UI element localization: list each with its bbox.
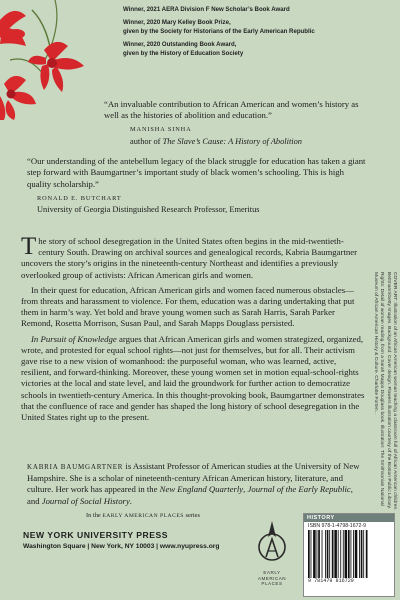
award-line: Winner, 2020 Outstanding Book Award, [123, 41, 237, 49]
quote-text: “Our understanding of the antebellum legacy of the black struggle for education has taken a giant step forward with Baumgartner’s important study of black women’s schooling. This is high quality scholarship.” [27, 156, 366, 189]
endorsement-quote-sinha [104, 99, 374, 147]
series-note [86, 512, 200, 519]
endorsement-quote-butchart [27, 156, 367, 215]
awards-list [123, 6, 391, 63]
award-line: Winner, 2020 Mary Kelley Book Prize, [123, 19, 231, 27]
description-paragraph-3 [21, 334, 368, 424]
publisher-name: NEW YORK UNIVERSITY PRESS [23, 530, 168, 540]
credit-prefix: author of [130, 136, 163, 146]
author-bio [27, 461, 367, 507]
credit-book-title: The Slave’s Cause: A History of Abolition [162, 136, 302, 146]
logo-text-line: AMERICAN [257, 575, 287, 581]
award-3 [123, 41, 391, 58]
award-line: given by the Society for Historians of the Early American Republic [123, 27, 315, 35]
quote-text: “An invaluable contribution to African American and women’s history as well as the histories of abolition and education.” [104, 99, 359, 121]
author-name: KABRIA BAUMGARTNER [27, 463, 124, 471]
journal-title: Journal of Social History [41, 495, 130, 506]
credits-text: COVER ART: Illustration of an African American woman teaching a classroom full of African American children. Bettmann/Getty Images. Background: Cover design. Flowers illustration courtesy of the Boston Public Library. Rights: Detail of woman reading, from a Sarah Mapps Douglass book. Illustration: The Smithsonian National Museum of African American History & Culture. Charlotte Forten... [373, 272, 397, 511]
subject-label: HISTORY [304, 514, 394, 522]
award-line: Winner, 2021 AERA Division F New Scholar’s Book Award [123, 6, 290, 13]
separator: , [243, 484, 248, 495]
bio-text: is Assistant Professor of American studies at the University of New Hampshire. She is a scholar of nineteenth-century African American history, literature, and culture. Her work has appeared in the [27, 461, 360, 495]
paragraph-text: he story of school desegregation in the United States often begins in the mid-twentieth-century South. Drawing on archival sources and genealogical records, Kabria Baumgartner uncovers the story’s origins in the nineteenth-century Northeast and identifies a previously overlooked group of activists: African American girls and women. [21, 236, 358, 280]
quote-author-credit [130, 136, 374, 147]
red-flowers-illustration [0, 0, 110, 120]
publisher-block [23, 530, 220, 550]
award-1 [123, 6, 391, 14]
bio-end: . [129, 495, 132, 506]
barcode-number: 9 781479 816729 [308, 578, 354, 584]
book-title-italic: In Pursuit of Knowledge [31, 333, 117, 344]
quote-author-name: RONALD E. BUTCHART [37, 194, 122, 202]
paragraph-text: argues that African American girls and women strategized, organized, wrote, and protested for equal school rights—not just for themselves, but for all. Their activism gave rise to a new vision of womanhood: the purposeful woman, who was learned, active, resilient, and forward-thinking. Moreover, these young women set in motion equal-school-rights victories at the local and state level, and laid the groundwork for further action to democratize schools in twentieth-century America. In this thought-provoking book, Baumgartner demonstrates that the confluence of race and gender has shaped the long history of school desegregation in the United States right up to the present. [21, 333, 365, 423]
barcode-icon [308, 530, 388, 578]
barcode-panel [303, 513, 395, 597]
early-american-places-logo [254, 519, 290, 589]
award-2 [123, 19, 391, 36]
logo-text-line: PLACES [261, 581, 283, 587]
quote-author-name: MANISHA SINHA [130, 126, 192, 134]
series-suffix: series [183, 512, 201, 519]
book-description [21, 233, 368, 427]
drop-cap: T [21, 233, 37, 260]
description-paragraph-2: In their quest for education, African American girls and women faced numerous obstacles—from threats and harassment to violence. For them, education was a daring undertaking that put them in harm’s way. Yet bold and brave young women such as Sarah Harris, Sarah Parker Remond, Rosetta Morrison, Susan Paul, and Sarah Mapps Douglass persisted. [21, 284, 355, 329]
publisher-address: Washington Square | New York, NY 10003 | www.nyupress.org [23, 543, 220, 550]
cover-art-credits [371, 272, 397, 512]
award-line: given by the History of Education Society [123, 49, 244, 57]
isbn-text: ISBN 978-1-4798-1672-9 [308, 523, 366, 529]
quote-author-affiliation: University of Georgia Distinguished Research Professor, Emeritus [37, 205, 260, 215]
journal-title: Journal of the Early Republic [247, 484, 351, 495]
series-name: EARLY AMERICAN PLACES [102, 513, 184, 519]
compass-icon [256, 519, 288, 565]
separator: , and [27, 484, 353, 506]
logo-text-line: EARLY [263, 570, 281, 575]
series-prefix: In the [86, 512, 103, 519]
description-paragraph-1 [21, 233, 368, 281]
journal-title: New England Quarterly [159, 484, 244, 495]
